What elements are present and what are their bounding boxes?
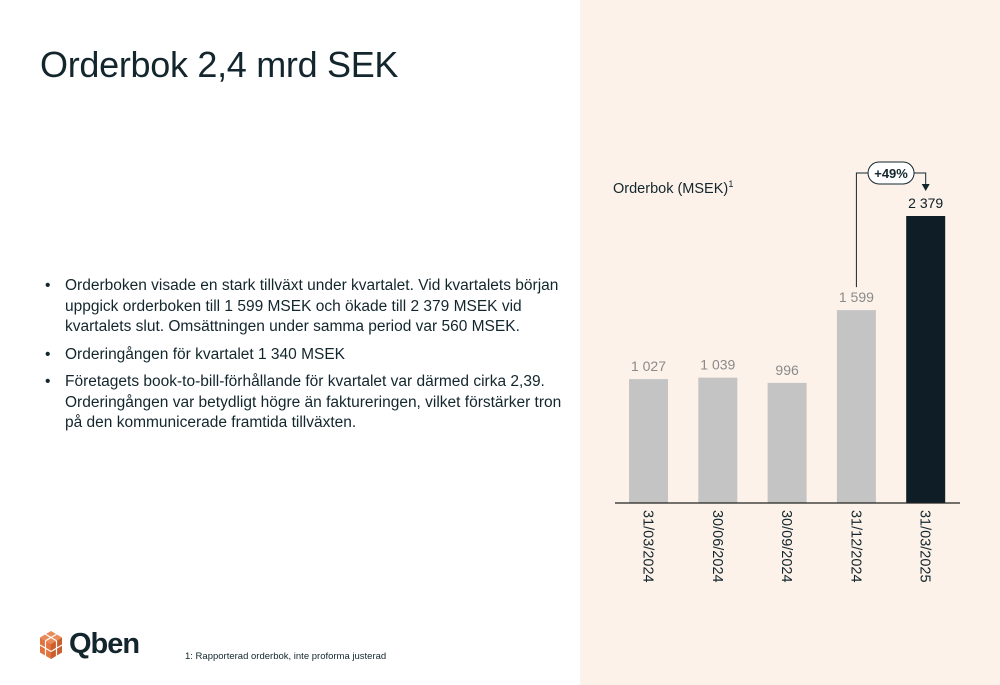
- data-label: 1 599: [838, 289, 874, 306]
- chart-title-superscript: 1: [728, 179, 734, 190]
- company-logo: [38, 628, 139, 661]
- x-tick-label: 31/03/2024: [639, 510, 656, 583]
- growth-badge-text: +49%: [874, 166, 908, 181]
- data-label: 2 379: [908, 195, 944, 211]
- chart-title: [613, 179, 734, 197]
- bullet-list: [42, 276, 562, 441]
- bar-31/12/2024: [837, 310, 876, 503]
- bar-30/09/2024: [768, 383, 807, 503]
- x-tick-label: 31/03/2025: [916, 510, 933, 583]
- bullet-item: • Orderingången för kvartalet 1 340 MSEK: [42, 345, 562, 366]
- data-label: 1 027: [630, 358, 667, 375]
- x-tick-label: 30/06/2024: [708, 510, 725, 583]
- cube-logo-icon: [38, 630, 64, 660]
- orderbook-bar-chart: [580, 0, 1000, 685]
- footnote: 1: Rapporterad orderbok, inte proforma justerad: [185, 651, 387, 662]
- data-label: 996: [775, 361, 799, 378]
- growth-arrow-head: [922, 184, 930, 191]
- chart-title-text: Orderbok (MSEK): [613, 181, 729, 197]
- page-title: Orderbok 2,4 mrd SEK: [40, 44, 399, 85]
- bar-31/03/2024: [629, 379, 668, 503]
- x-tick-label: 30/09/2024: [778, 510, 795, 583]
- bullet-item: • Orderboken visade en stark tillväxt under kvartalet. Vid kvartalets början uppgick orderboken till 1 599 MSEK och ökade till 2 379 MSEK vid kvartalets slut. Omsättningen under samma period var 560 MSEK.: [42, 276, 562, 338]
- logo-wordmark: Qben: [69, 628, 140, 660]
- x-tick-label: 31/12/2024: [847, 510, 864, 583]
- bar-31/03/2025: [906, 216, 945, 503]
- data-label: 1 039: [700, 356, 736, 373]
- bullet-item: • Företagets book-to-bill-förhållande för kvartalet var därmed cirka 2,39. Orderingången var betydligt högre än faktureringen, vilket förstärker tron på den kommunicerade framtida tillväxten.: [42, 372, 562, 434]
- bar-30/06/2024: [698, 378, 737, 503]
